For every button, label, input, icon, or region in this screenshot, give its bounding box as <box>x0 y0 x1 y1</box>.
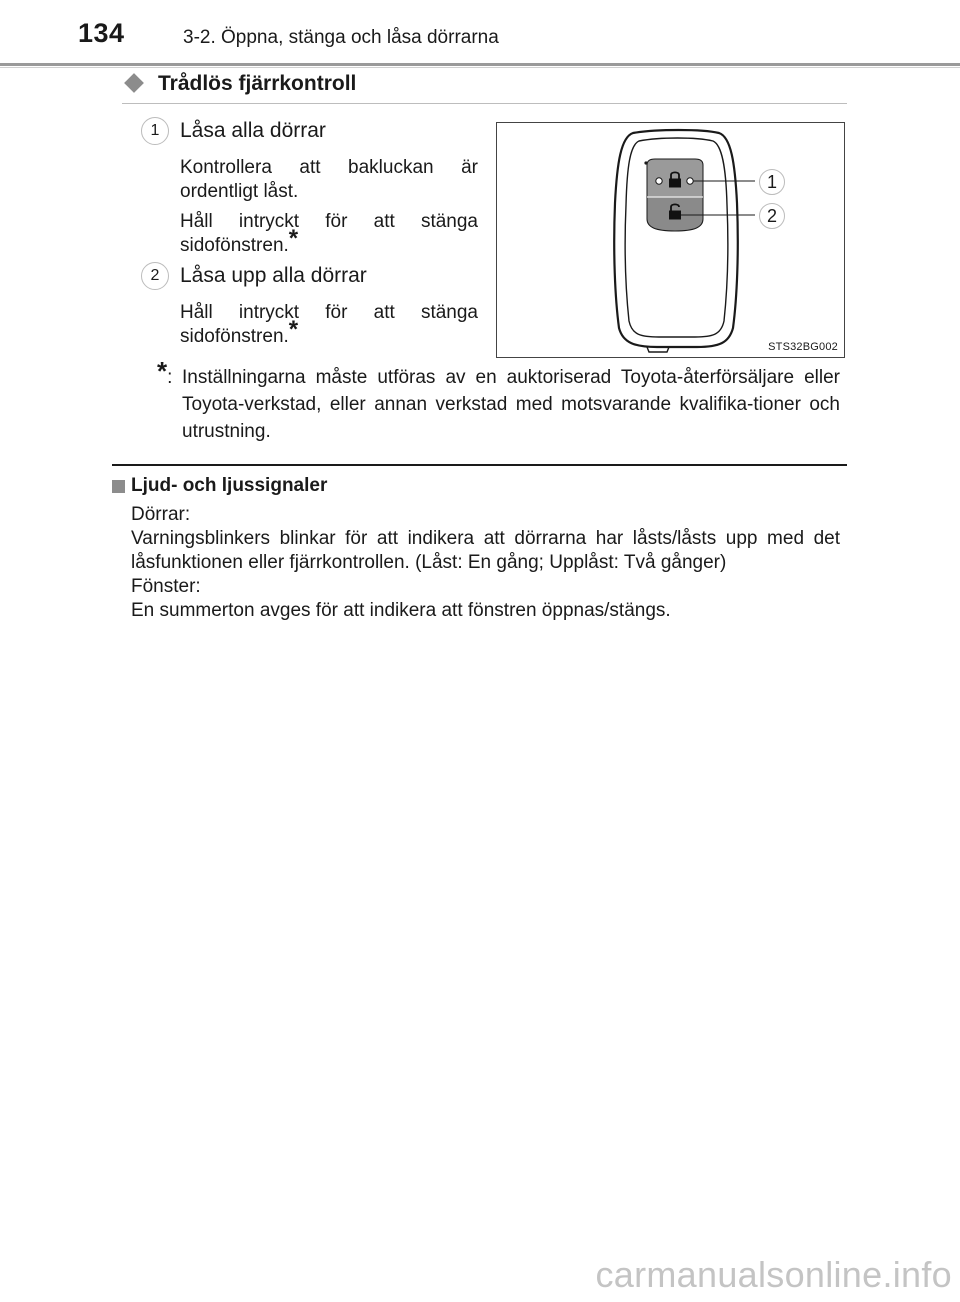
key-fob-illustration <box>497 123 844 357</box>
footnote-marker <box>157 356 173 391</box>
item-2-paragraph-1 <box>180 301 478 349</box>
header-divider <box>0 63 960 66</box>
section-divider <box>122 103 847 104</box>
section-title: Trådlös fjärrkontroll <box>158 72 357 95</box>
callout-1-badge: 1 <box>759 169 785 195</box>
subsection-divider <box>112 464 847 466</box>
item-2-number-badge: 2 <box>141 262 169 290</box>
header-divider-thin <box>0 67 960 68</box>
body-line-1: Dörrar: <box>131 504 191 525</box>
item-1-paragraph-2-text: Håll intryckt för att stänga sidofönstren. <box>180 211 478 256</box>
key-fob-figure <box>496 122 845 358</box>
footnote <box>157 356 840 445</box>
callout-2-badge: 2 <box>759 203 785 229</box>
item-1-paragraph-1: Kontrollera att bakluckan är ordentligt låst. <box>180 157 478 202</box>
figure-code: STS32BG002 <box>768 341 838 353</box>
footnote-mark: * <box>157 356 168 386</box>
body-line-2: Varningsblinkers blinkar för att indikera att dörrarna har låsts/låsts upp med det låsfunktionen eller fjärrkontrollen. (Låst: En gång; Upplåst: Två gånger) <box>131 528 840 573</box>
body-line-4: En summerton avges för att indikera att fönstren öppnas/stängs. <box>131 600 671 621</box>
item-2-title: Låsa upp alla dörrar <box>180 264 367 287</box>
subsection-body <box>131 503 840 623</box>
page-number: 134 <box>78 18 125 48</box>
footnote-text: Inställningarna måste utföras av en auktoriserad Toyota-återförsäljare eller Toyota-verkstad, eller annan verkstad med motsvarande kvalifika-tioner och utrustning. <box>182 367 840 442</box>
footnote-ref-mark: * <box>288 316 299 343</box>
diamond-bullet-icon <box>124 73 144 93</box>
item-1-paragraph-2 <box>180 210 478 258</box>
chapter-title: 3-2. Öppna, stänga och låsa dörrarna <box>183 27 499 48</box>
watermark: carmanualsonline.info <box>595 1254 952 1295</box>
item-2-paragraph-1-text: Håll intryckt för att stänga sidofönstren. <box>180 302 478 347</box>
item-1-number-badge: 1 <box>141 117 169 145</box>
square-bullet-icon <box>112 480 125 493</box>
subsection-title: Ljud- och ljussignaler <box>131 475 328 496</box>
footnote-ref-mark: * <box>288 225 299 252</box>
item-1-title: Låsa alla dörrar <box>180 119 326 142</box>
footnote-separator: : <box>167 367 173 388</box>
body-line-3: Fönster: <box>131 576 201 597</box>
